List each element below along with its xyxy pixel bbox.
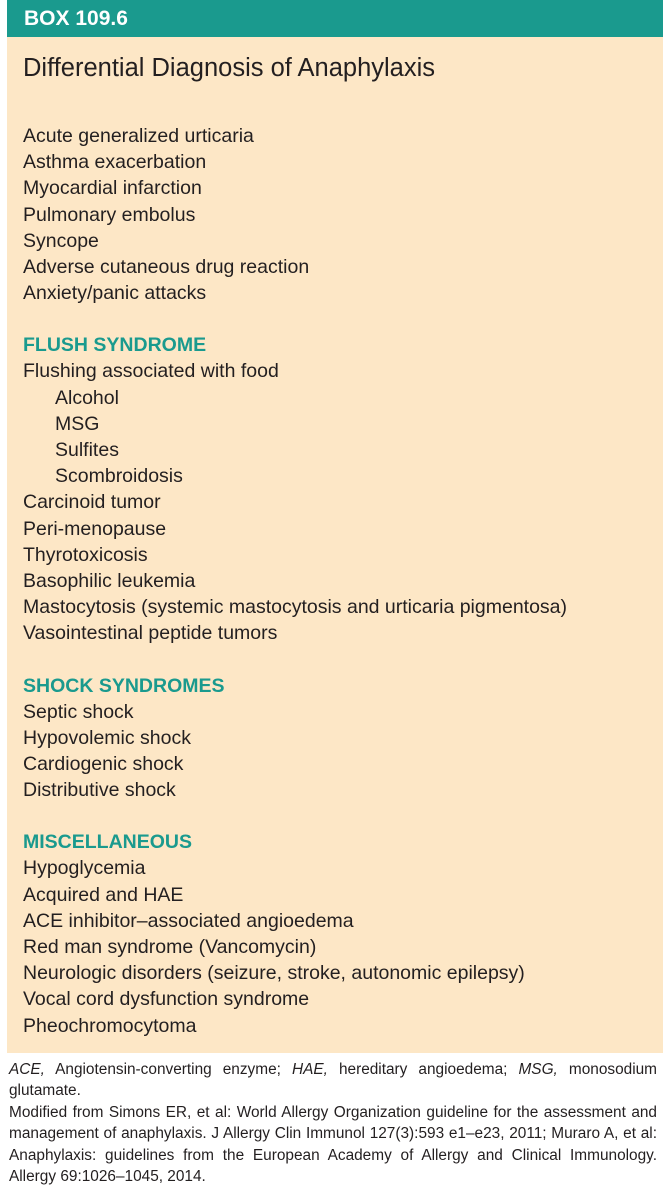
abbr-definition: hereditary angioedema; [327, 1060, 519, 1078]
intro-list [23, 123, 663, 306]
list-item: Basophilic leukemia [23, 570, 196, 593]
abbr-term: HAE, [291, 1060, 328, 1078]
list-item: Vocal cord dysfunction syndrome [23, 988, 310, 1011]
abbreviations-note [9, 1059, 657, 1102]
shock-list [23, 699, 663, 804]
list-item: Hypoglycemia [23, 857, 146, 880]
list-subitem: Scombroidosis [55, 465, 183, 488]
list-item: Red man syndrome (Vancomycin) [23, 936, 317, 959]
section-heading-misc: MISCELLANEOUS [23, 831, 193, 854]
footnotes [7, 1053, 663, 1187]
list-item: Peri-menopause [23, 517, 167, 540]
list-item: Acute generalized urticaria [23, 125, 254, 147]
list-item: Flushing associated with food [23, 360, 279, 383]
section-heading-shock: SHOCK SYNDROMES [23, 674, 225, 697]
info-box [7, 0, 663, 1053]
list-item: Carcinoid tumor [23, 491, 161, 514]
list-item: Mastocytosis (systemic mastocytosis and urticaria pigmentosa) [23, 596, 568, 619]
list-item: Adverse cutaneous drug reaction [23, 256, 310, 279]
list-item: Vasointestinal peptide tumors [23, 622, 278, 645]
list-item: Acquired and HAE [23, 883, 184, 906]
list-item: Cardiogenic shock [23, 753, 184, 776]
list-item: Hypovolemic shock [23, 726, 191, 749]
abbr-definition: monosodium glutamate. [9, 1060, 657, 1100]
abbr-term: ACE, [9, 1060, 45, 1078]
list-item: Pheochromocytoma [23, 1014, 197, 1037]
list-item: Septic shock [23, 700, 134, 723]
list-item: Pulmonary embolus [23, 203, 196, 226]
list-item: Myocardial infarction [23, 177, 202, 200]
list-item: Thyrotoxicosis [23, 543, 148, 566]
abbr-definition: Angiotensin-converting enzyme; [44, 1060, 292, 1078]
list-item: Syncope [23, 229, 99, 252]
box-label: BOX 109.6 [7, 0, 663, 37]
abbr-term: MSG, [518, 1060, 558, 1078]
box-body [7, 37, 663, 1053]
source-note: Modified from Simons ER, et al: World Allergy Organization guideline for the assessment and management of anaphylaxis. J Allergy Clin Immunol 127(3):593 e1–e23, 2011; Muraro A, et al: Anaphylaxis: guidelines from the European Academy of Allergy and Clinical Immunology. Allergy 69:1026–1045, 2014. [9, 1103, 657, 1185]
misc-list [23, 855, 663, 1038]
box-title: Differential Diagnosis of Anaphylaxis [23, 54, 436, 82]
list-item: ACE inhibitor–associated angioedema [23, 909, 354, 932]
flush-list [23, 358, 663, 646]
section-heading-flush: FLUSH SYNDROME [23, 334, 207, 357]
list-subitem: Alcohol [55, 386, 119, 409]
list-item: Neurologic disorders (seizure, stroke, autonomic epilepsy) [23, 962, 525, 985]
list-item: Anxiety/panic attacks [23, 282, 207, 305]
list-subitem: Sulfites [55, 439, 119, 462]
list-subitem: MSG [55, 412, 100, 435]
list-item: Distributive shock [23, 779, 176, 802]
list-item: Asthma exacerbation [23, 151, 207, 174]
